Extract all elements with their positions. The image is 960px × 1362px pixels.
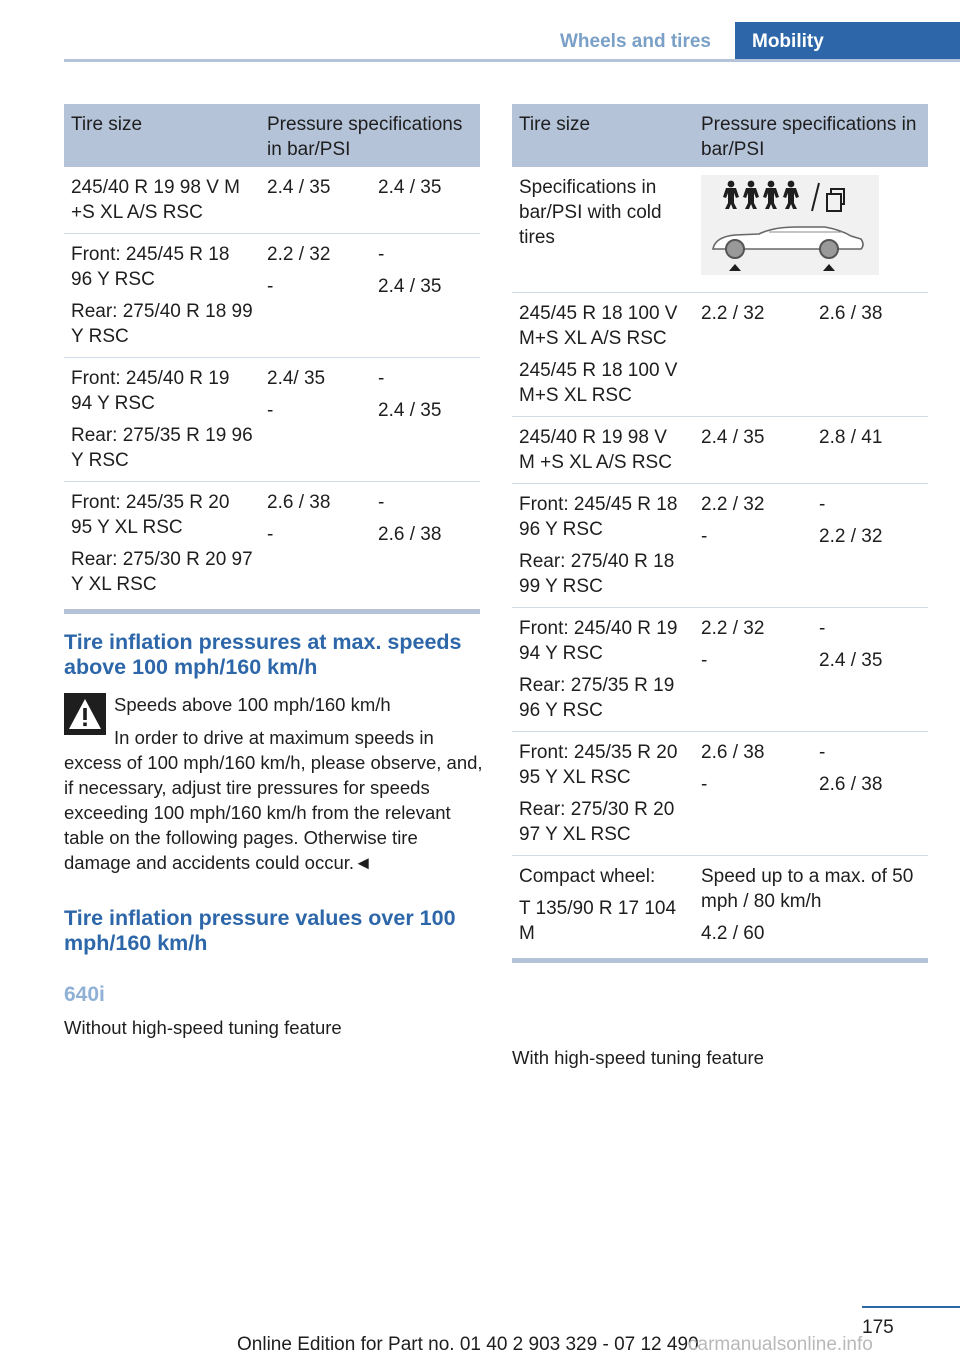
without-tuning-label: Without high-speed tuning feature [64,1017,342,1038]
pressure-value: - [819,618,826,639]
footer-edition-text: Online Edition for Part no. 01 40 2 903 329 - 07 12 490 [237,1334,699,1355]
rear-pressure-cell [812,484,928,608]
model-heading: 640i [64,983,105,1006]
right-pressure-table [512,104,928,963]
front-pressure-cell [260,234,371,358]
pressure-value: - [701,650,708,671]
load-diagram-cell [694,167,928,293]
pressure-value: 2.4 / 35 [378,276,442,297]
pressure-value: 2.6 / 38 [378,524,442,545]
rear-pressure-cell: 2.4 / 35 [371,167,480,234]
tire-size-cell: 245/40 R 19 98 V M +S XL A/S RSC [64,167,260,234]
left-pressure-table [64,104,480,614]
front-pressure-cell: 2.4 / 35 [694,417,812,484]
pressure-value: - [378,492,385,513]
tire-size-cell [512,293,694,417]
table-row [64,234,480,358]
tire-size-cell [64,234,260,358]
column-header-pressure: Pressure specifications in bar/PSI [260,104,480,167]
pressure-value: - [378,244,385,265]
pressure-value: - [378,368,385,389]
front-pressure-cell [694,608,812,732]
tire-rear-size: Rear: 275/30 R 20 97 Y XL RSC [71,549,253,595]
pressure-value: 2.2 / 32 [267,244,331,265]
front-pressure-cell [694,484,812,608]
compact-pressure-cell [694,856,928,961]
tire-size-cell [512,856,694,961]
vehicle-load-diagram-icon [701,175,879,275]
pressure-value: - [819,742,826,763]
pressure-value: 2.6 / 38 [267,492,331,513]
front-pressure-cell [260,358,371,482]
rear-pressure-cell [371,358,480,482]
table-header-row [512,104,928,167]
column-header-tire-size: Tire size [64,104,260,167]
tire-front-size: Front: 245/45 R 18 96 Y RSC [519,494,678,540]
rear-pressure-cell [371,482,480,612]
pressure-value: 2.4 / 35 [378,400,442,421]
tire-rear-size: Rear: 275/30 R 20 97 Y XL RSC [519,799,675,845]
column-header-tire-size: Tire size [512,104,694,167]
tire-rear-size: Rear: 275/35 R 19 96 Y RSC [71,425,253,471]
pressure-value: - [701,774,708,795]
tire-size-cell [512,484,694,608]
column-header-pressure: Pressure specifications in bar/PSI [694,104,928,167]
rear-pressure-cell [371,234,480,358]
pressure-value: - [267,276,274,297]
pressure-value: - [701,526,708,547]
pressure-value: 2.4 / 35 [819,650,883,671]
tire-front-size: Front: 245/40 R 19 94 Y RSC [519,618,678,664]
tire-front-size: Front: 245/40 R 19 94 Y RSC [71,368,230,414]
front-pressure-cell [694,732,812,856]
table-row-compact-wheel [512,856,928,961]
pressure-value: - [267,524,274,545]
pressure-value: 2.2 / 32 [819,526,883,547]
rear-pressure-cell [812,732,928,856]
rear-pressure-cell: 2.6 / 38 [812,293,928,417]
pressure-value: 2.4/ 35 [267,368,326,389]
tire-size-cell [64,358,260,482]
table-row [512,484,928,608]
table-row [64,358,480,482]
tire-front-size: Front: 245/45 R 18 96 Y RSC [71,244,230,290]
table-row [512,732,928,856]
compact-speed-note: Speed up to a max. of 50 mph / 80 km/h [701,866,914,912]
tire-rear-size: Rear: 275/40 R 18 99 Y RSC [519,551,675,597]
tire-rear-size: Rear: 275/40 R 18 99 Y RSC [71,301,253,347]
header-chapter-tab: Mobility [735,22,960,62]
compact-wheel-label: Compact wheel: [519,866,656,887]
front-pressure-cell: 2.4 / 35 [260,167,371,234]
with-tuning-label: With high-speed tuning feature [512,1047,764,1068]
tire-size-option: 245/45 R 18 100 V M+S XL A/S RSC [519,303,678,349]
front-pressure-cell [260,482,371,612]
table-row [512,608,928,732]
tire-size-cell [512,732,694,856]
compact-wheel-size: T 135/90 R 17 104 M [519,898,677,944]
pressure-value: 2.6 / 38 [819,774,883,795]
pressure-value: - [819,494,826,515]
warning-title: Speeds above 100 mph/160 km/h [114,694,391,715]
compact-pressure-value: 4.2 / 60 [701,923,765,944]
section-heading-max-speeds: Tire inflation pressures at max. speeds above 100 mph/160 km/h [64,630,462,679]
rear-pressure-cell: 2.8 / 41 [812,417,928,484]
tire-size-cell [512,608,694,732]
tire-size-option: 245/45 R 18 100 V M+S XL RSC [519,360,678,406]
tire-size-cell [64,482,260,612]
header-section-title: Wheels and tires [560,31,711,52]
tire-front-size: Front: 245/35 R 20 95 Y XL RSC [71,492,230,538]
warning-body: In order to drive at maximum speeds in excess of 100 mph/160 km/h, please observe, and, if necessary, adjust tire pressures for speeds exceeding 100 mph/160 km/h from the relevant table on the following pages. Otherwise tire damage and accidents could occur.◄ [64,727,483,873]
pressure-value: 2.2 / 32 [701,618,765,639]
front-pressure-cell: 2.2 / 32 [694,293,812,417]
table-row [512,167,928,293]
table-header-row [64,104,480,167]
table-row [64,167,480,234]
table-row [64,482,480,612]
rear-pressure-cell [812,608,928,732]
watermark: carmanualsonline.info [688,1334,873,1355]
tire-front-size: Front: 245/35 R 20 95 Y XL RSC [519,742,678,788]
section-heading-pressure-values: Tire inflation pressure values over 100 mph/160 km/h [64,906,456,955]
tire-size-cell: 245/40 R 19 98 V M +S XL A/S RSC [512,417,694,484]
table-row [512,417,928,484]
header-rule [64,59,960,62]
footer-rule [862,1306,960,1308]
spec-note-cell: Specifications in bar/PSI with cold tires [512,167,694,293]
table-row [512,293,928,417]
pressure-value: - [267,400,274,421]
tire-rear-size: Rear: 275/35 R 19 96 Y RSC [519,675,675,721]
pressure-value: 2.2 / 32 [701,494,765,515]
pressure-value: 2.6 / 38 [701,742,765,763]
page-number: 175 [862,1317,894,1338]
